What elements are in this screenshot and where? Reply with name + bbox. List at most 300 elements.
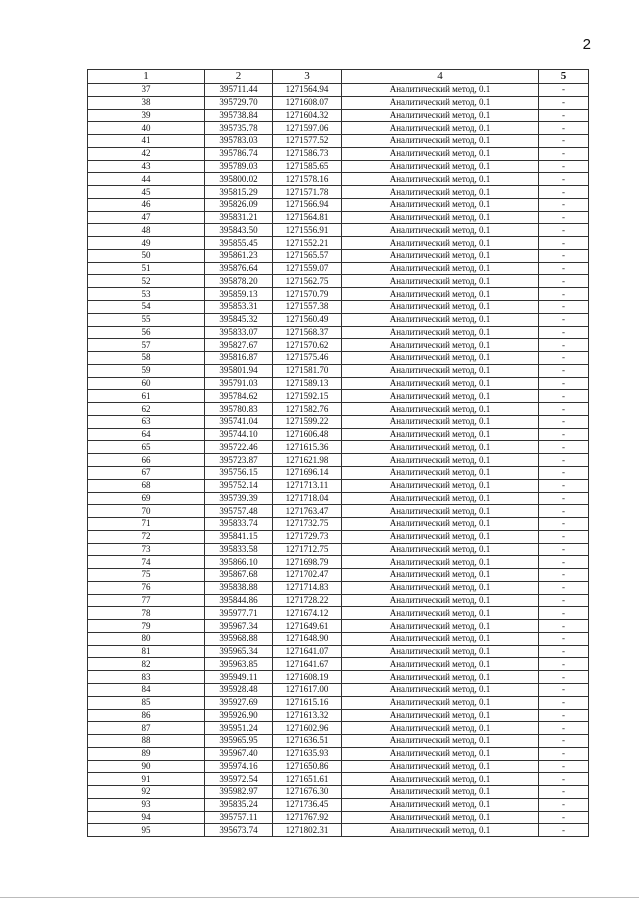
y-coordinate-cell: 1271696.14 bbox=[273, 466, 342, 479]
x-coordinate-cell: 395926.90 bbox=[205, 709, 273, 722]
y-coordinate-cell: 1271736.45 bbox=[273, 798, 342, 811]
table-header-row bbox=[88, 70, 589, 84]
y-coordinate-cell: 1271560.49 bbox=[273, 313, 342, 326]
method-cell: Аналитический метод, 0.1 bbox=[342, 96, 539, 109]
table-row bbox=[88, 786, 589, 799]
method-cell: Аналитический метод, 0.1 bbox=[342, 760, 539, 773]
x-coordinate-cell: 395744.10 bbox=[205, 428, 273, 441]
y-coordinate-cell: 1271586.73 bbox=[273, 147, 342, 160]
y-coordinate-cell: 1271729.73 bbox=[273, 530, 342, 543]
point-number-cell: 51 bbox=[88, 262, 205, 275]
table-row bbox=[88, 109, 589, 122]
method-cell: Аналитический метод, 0.1 bbox=[342, 709, 539, 722]
method-cell: Аналитический метод, 0.1 bbox=[342, 173, 539, 186]
method-cell: Аналитический метод, 0.1 bbox=[342, 160, 539, 173]
y-coordinate-cell: 1271641.07 bbox=[273, 645, 342, 658]
method-cell: Аналитический метод, 0.1 bbox=[342, 747, 539, 760]
y-coordinate-cell: 1271635.93 bbox=[273, 747, 342, 760]
method-cell: Аналитический метод, 0.1 bbox=[342, 135, 539, 148]
precision-cell: - bbox=[539, 709, 589, 722]
point-number-cell: 86 bbox=[88, 709, 205, 722]
table-row bbox=[88, 211, 589, 224]
table-row bbox=[88, 441, 589, 454]
table-row bbox=[88, 696, 589, 709]
table-row bbox=[88, 645, 589, 658]
x-coordinate-cell: 395789.03 bbox=[205, 160, 273, 173]
method-cell: Аналитический метод, 0.1 bbox=[342, 569, 539, 582]
y-coordinate-cell: 1271615.36 bbox=[273, 441, 342, 454]
precision-cell: - bbox=[539, 492, 589, 505]
precision-cell: - bbox=[539, 747, 589, 760]
method-cell: Аналитический метод, 0.1 bbox=[342, 773, 539, 786]
point-number-cell: 91 bbox=[88, 773, 205, 786]
point-number-cell: 67 bbox=[88, 466, 205, 479]
x-coordinate-cell: 395835.24 bbox=[205, 798, 273, 811]
point-number-cell: 61 bbox=[88, 390, 205, 403]
table-row bbox=[88, 671, 589, 684]
precision-cell: - bbox=[539, 339, 589, 352]
table-row bbox=[88, 275, 589, 288]
x-coordinate-cell: 395723.87 bbox=[205, 454, 273, 467]
method-cell: Аналитический метод, 0.1 bbox=[342, 186, 539, 199]
x-coordinate-cell: 395845.32 bbox=[205, 313, 273, 326]
table-row bbox=[88, 186, 589, 199]
precision-cell: - bbox=[539, 645, 589, 658]
point-number-cell: 45 bbox=[88, 186, 205, 199]
y-coordinate-cell: 1271566.94 bbox=[273, 198, 342, 211]
table-row bbox=[88, 262, 589, 275]
point-number-cell: 38 bbox=[88, 96, 205, 109]
point-number-cell: 80 bbox=[88, 632, 205, 645]
method-cell: Аналитический метод, 0.1 bbox=[342, 824, 539, 837]
table-row bbox=[88, 288, 589, 301]
method-cell: Аналитический метод, 0.1 bbox=[342, 288, 539, 301]
point-number-cell: 71 bbox=[88, 518, 205, 531]
point-number-cell: 84 bbox=[88, 683, 205, 696]
x-coordinate-cell: 395833.58 bbox=[205, 543, 273, 556]
table-row bbox=[88, 530, 589, 543]
x-coordinate-cell: 395867.68 bbox=[205, 569, 273, 582]
x-coordinate-cell: 395968.88 bbox=[205, 632, 273, 645]
precision-cell: - bbox=[539, 173, 589, 186]
point-number-cell: 79 bbox=[88, 620, 205, 633]
point-number-cell: 85 bbox=[88, 696, 205, 709]
y-coordinate-cell: 1271559.07 bbox=[273, 262, 342, 275]
precision-cell: - bbox=[539, 760, 589, 773]
point-number-cell: 66 bbox=[88, 454, 205, 467]
precision-cell: - bbox=[539, 722, 589, 735]
precision-cell: - bbox=[539, 415, 589, 428]
precision-cell: - bbox=[539, 96, 589, 109]
method-cell: Аналитический метод, 0.1 bbox=[342, 581, 539, 594]
point-number-cell: 90 bbox=[88, 760, 205, 773]
x-coordinate-cell: 395757.48 bbox=[205, 505, 273, 518]
x-coordinate-cell: 395800.02 bbox=[205, 173, 273, 186]
point-number-cell: 69 bbox=[88, 492, 205, 505]
table-row bbox=[88, 620, 589, 633]
precision-cell: - bbox=[539, 543, 589, 556]
method-cell: Аналитический метод, 0.1 bbox=[342, 249, 539, 262]
point-number-cell: 63 bbox=[88, 415, 205, 428]
y-coordinate-cell: 1271728.22 bbox=[273, 594, 342, 607]
table-row bbox=[88, 339, 589, 352]
precision-cell: - bbox=[539, 786, 589, 799]
point-number-cell: 75 bbox=[88, 569, 205, 582]
point-number-cell: 74 bbox=[88, 556, 205, 569]
table-row bbox=[88, 518, 589, 531]
method-cell: Аналитический метод, 0.1 bbox=[342, 645, 539, 658]
x-coordinate-cell: 395831.21 bbox=[205, 211, 273, 224]
precision-cell: - bbox=[539, 671, 589, 684]
point-number-cell: 37 bbox=[88, 84, 205, 97]
x-coordinate-cell: 395841.15 bbox=[205, 530, 273, 543]
y-coordinate-cell: 1271599.22 bbox=[273, 415, 342, 428]
header-col-3: 3 bbox=[273, 70, 342, 84]
table-row bbox=[88, 543, 589, 556]
table-row bbox=[88, 403, 589, 416]
point-number-cell: 87 bbox=[88, 722, 205, 735]
x-coordinate-cell: 395965.34 bbox=[205, 645, 273, 658]
precision-cell: - bbox=[539, 735, 589, 748]
y-coordinate-cell: 1271557.38 bbox=[273, 301, 342, 314]
y-coordinate-cell: 1271718.04 bbox=[273, 492, 342, 505]
precision-cell: - bbox=[539, 696, 589, 709]
x-coordinate-cell: 395833.74 bbox=[205, 518, 273, 531]
x-coordinate-cell: 395844.86 bbox=[205, 594, 273, 607]
table-row bbox=[88, 581, 589, 594]
coordinates-table bbox=[87, 69, 589, 837]
table-row bbox=[88, 237, 589, 250]
table-row bbox=[88, 326, 589, 339]
method-cell: Аналитический метод, 0.1 bbox=[342, 326, 539, 339]
point-number-cell: 58 bbox=[88, 352, 205, 365]
x-coordinate-cell: 395974.16 bbox=[205, 760, 273, 773]
method-cell: Аналитический метод, 0.1 bbox=[342, 530, 539, 543]
precision-cell: - bbox=[539, 122, 589, 135]
precision-cell: - bbox=[539, 198, 589, 211]
point-number-cell: 70 bbox=[88, 505, 205, 518]
table-row bbox=[88, 147, 589, 160]
precision-cell: - bbox=[539, 377, 589, 390]
method-cell: Аналитический метод, 0.1 bbox=[342, 313, 539, 326]
x-coordinate-cell: 395756.15 bbox=[205, 466, 273, 479]
point-number-cell: 92 bbox=[88, 786, 205, 799]
table-row bbox=[88, 709, 589, 722]
precision-cell: - bbox=[539, 186, 589, 199]
y-coordinate-cell: 1271648.90 bbox=[273, 632, 342, 645]
precision-cell: - bbox=[539, 211, 589, 224]
method-cell: Аналитический метод, 0.1 bbox=[342, 466, 539, 479]
x-coordinate-cell: 395673.74 bbox=[205, 824, 273, 837]
precision-cell: - bbox=[539, 658, 589, 671]
x-coordinate-cell: 395876.64 bbox=[205, 262, 273, 275]
point-number-cell: 48 bbox=[88, 224, 205, 237]
table-body bbox=[88, 84, 589, 837]
table-row bbox=[88, 160, 589, 173]
precision-cell: - bbox=[539, 262, 589, 275]
y-coordinate-cell: 1271564.94 bbox=[273, 84, 342, 97]
y-coordinate-cell: 1271674.12 bbox=[273, 607, 342, 620]
x-coordinate-cell: 395843.50 bbox=[205, 224, 273, 237]
y-coordinate-cell: 1271649.61 bbox=[273, 620, 342, 633]
precision-cell: - bbox=[539, 84, 589, 97]
table-row bbox=[88, 798, 589, 811]
point-number-cell: 54 bbox=[88, 301, 205, 314]
x-coordinate-cell: 395826.09 bbox=[205, 198, 273, 211]
table-row bbox=[88, 735, 589, 748]
x-coordinate-cell: 395866.10 bbox=[205, 556, 273, 569]
y-coordinate-cell: 1271570.79 bbox=[273, 288, 342, 301]
precision-cell: - bbox=[539, 224, 589, 237]
method-cell: Аналитический метод, 0.1 bbox=[342, 620, 539, 633]
table-row bbox=[88, 352, 589, 365]
y-coordinate-cell: 1271613.32 bbox=[273, 709, 342, 722]
point-number-cell: 56 bbox=[88, 326, 205, 339]
header-col-4: 4 bbox=[342, 70, 539, 84]
table-row bbox=[88, 658, 589, 671]
method-cell: Аналитический метод, 0.1 bbox=[342, 262, 539, 275]
x-coordinate-cell: 395815.29 bbox=[205, 186, 273, 199]
method-cell: Аналитический метод, 0.1 bbox=[342, 671, 539, 684]
y-coordinate-cell: 1271641.67 bbox=[273, 658, 342, 671]
point-number-cell: 77 bbox=[88, 594, 205, 607]
method-cell: Аналитический метод, 0.1 bbox=[342, 403, 539, 416]
x-coordinate-cell: 395783.03 bbox=[205, 135, 273, 148]
method-cell: Аналитический метод, 0.1 bbox=[342, 198, 539, 211]
point-number-cell: 41 bbox=[88, 135, 205, 148]
table-row bbox=[88, 224, 589, 237]
y-coordinate-cell: 1271562.75 bbox=[273, 275, 342, 288]
x-coordinate-cell: 395729.70 bbox=[205, 96, 273, 109]
y-coordinate-cell: 1271606.48 bbox=[273, 428, 342, 441]
x-coordinate-cell: 395816.87 bbox=[205, 352, 273, 365]
x-coordinate-cell: 395859.13 bbox=[205, 288, 273, 301]
y-coordinate-cell: 1271602.96 bbox=[273, 722, 342, 735]
precision-cell: - bbox=[539, 352, 589, 365]
x-coordinate-cell: 395741.04 bbox=[205, 415, 273, 428]
y-coordinate-cell: 1271763.47 bbox=[273, 505, 342, 518]
x-coordinate-cell: 395780.83 bbox=[205, 403, 273, 416]
y-coordinate-cell: 1271608.07 bbox=[273, 96, 342, 109]
x-coordinate-cell: 395752.14 bbox=[205, 479, 273, 492]
x-coordinate-cell: 395784.62 bbox=[205, 390, 273, 403]
point-number-cell: 65 bbox=[88, 441, 205, 454]
point-number-cell: 62 bbox=[88, 403, 205, 416]
precision-cell: - bbox=[539, 275, 589, 288]
precision-cell: - bbox=[539, 824, 589, 837]
y-coordinate-cell: 1271698.79 bbox=[273, 556, 342, 569]
method-cell: Аналитический метод, 0.1 bbox=[342, 390, 539, 403]
x-coordinate-cell: 395853.31 bbox=[205, 301, 273, 314]
precision-cell: - bbox=[539, 556, 589, 569]
precision-cell: - bbox=[539, 607, 589, 620]
y-coordinate-cell: 1271617.00 bbox=[273, 683, 342, 696]
y-coordinate-cell: 1271676.30 bbox=[273, 786, 342, 799]
method-cell: Аналитический метод, 0.1 bbox=[342, 352, 539, 365]
y-coordinate-cell: 1271571.78 bbox=[273, 186, 342, 199]
y-coordinate-cell: 1271564.81 bbox=[273, 211, 342, 224]
precision-cell: - bbox=[539, 811, 589, 824]
table-row bbox=[88, 773, 589, 786]
precision-cell: - bbox=[539, 479, 589, 492]
y-coordinate-cell: 1271577.52 bbox=[273, 135, 342, 148]
y-coordinate-cell: 1271604.32 bbox=[273, 109, 342, 122]
point-number-cell: 43 bbox=[88, 160, 205, 173]
scan-edge-line bbox=[0, 897, 639, 898]
x-coordinate-cell: 395949.11 bbox=[205, 671, 273, 684]
point-number-cell: 68 bbox=[88, 479, 205, 492]
table-row bbox=[88, 556, 589, 569]
precision-cell: - bbox=[539, 147, 589, 160]
method-cell: Аналитический метод, 0.1 bbox=[342, 786, 539, 799]
method-cell: Аналитический метод, 0.1 bbox=[342, 428, 539, 441]
method-cell: Аналитический метод, 0.1 bbox=[342, 275, 539, 288]
x-coordinate-cell: 395722.46 bbox=[205, 441, 273, 454]
y-coordinate-cell: 1271585.65 bbox=[273, 160, 342, 173]
precision-cell: - bbox=[539, 364, 589, 377]
table-row bbox=[88, 683, 589, 696]
precision-cell: - bbox=[539, 301, 589, 314]
method-cell: Аналитический метод, 0.1 bbox=[342, 607, 539, 620]
y-coordinate-cell: 1271650.86 bbox=[273, 760, 342, 773]
point-number-cell: 55 bbox=[88, 313, 205, 326]
table-row bbox=[88, 454, 589, 467]
point-number-cell: 42 bbox=[88, 147, 205, 160]
point-number-cell: 46 bbox=[88, 198, 205, 211]
method-cell: Аналитический метод, 0.1 bbox=[342, 492, 539, 505]
table-row bbox=[88, 390, 589, 403]
method-cell: Аналитический метод, 0.1 bbox=[342, 84, 539, 97]
y-coordinate-cell: 1271702.47 bbox=[273, 569, 342, 582]
x-coordinate-cell: 395739.39 bbox=[205, 492, 273, 505]
y-coordinate-cell: 1271578.16 bbox=[273, 173, 342, 186]
point-number-cell: 81 bbox=[88, 645, 205, 658]
point-number-cell: 49 bbox=[88, 237, 205, 250]
header-col-2: 2 bbox=[205, 70, 273, 84]
point-number-cell: 73 bbox=[88, 543, 205, 556]
precision-cell: - bbox=[539, 249, 589, 262]
method-cell: Аналитический метод, 0.1 bbox=[342, 543, 539, 556]
method-cell: Аналитический метод, 0.1 bbox=[342, 683, 539, 696]
point-number-cell: 72 bbox=[88, 530, 205, 543]
x-coordinate-cell: 395735.78 bbox=[205, 122, 273, 135]
y-coordinate-cell: 1271589.13 bbox=[273, 377, 342, 390]
method-cell: Аналитический метод, 0.1 bbox=[342, 479, 539, 492]
y-coordinate-cell: 1271556.91 bbox=[273, 224, 342, 237]
x-coordinate-cell: 395982.97 bbox=[205, 786, 273, 799]
page-number: 2 bbox=[582, 36, 591, 53]
point-number-cell: 39 bbox=[88, 109, 205, 122]
method-cell: Аналитический метод, 0.1 bbox=[342, 594, 539, 607]
header-col-1: 1 bbox=[88, 70, 205, 84]
x-coordinate-cell: 395801.94 bbox=[205, 364, 273, 377]
x-coordinate-cell: 395951.24 bbox=[205, 722, 273, 735]
table-row bbox=[88, 492, 589, 505]
method-cell: Аналитический метод, 0.1 bbox=[342, 122, 539, 135]
precision-cell: - bbox=[539, 798, 589, 811]
x-coordinate-cell: 395972.54 bbox=[205, 773, 273, 786]
y-coordinate-cell: 1271713.11 bbox=[273, 479, 342, 492]
table-row bbox=[88, 594, 589, 607]
precision-cell: - bbox=[539, 773, 589, 786]
y-coordinate-cell: 1271552.21 bbox=[273, 237, 342, 250]
method-cell: Аналитический метод, 0.1 bbox=[342, 301, 539, 314]
point-number-cell: 52 bbox=[88, 275, 205, 288]
precision-cell: - bbox=[539, 683, 589, 696]
precision-cell: - bbox=[539, 518, 589, 531]
table-row bbox=[88, 173, 589, 186]
method-cell: Аналитический метод, 0.1 bbox=[342, 109, 539, 122]
x-coordinate-cell: 395833.07 bbox=[205, 326, 273, 339]
precision-cell: - bbox=[539, 530, 589, 543]
table-row bbox=[88, 747, 589, 760]
point-number-cell: 89 bbox=[88, 747, 205, 760]
precision-cell: - bbox=[539, 505, 589, 518]
table-row bbox=[88, 632, 589, 645]
y-coordinate-cell: 1271712.75 bbox=[273, 543, 342, 556]
x-coordinate-cell: 395786.74 bbox=[205, 147, 273, 160]
point-number-cell: 60 bbox=[88, 377, 205, 390]
point-number-cell: 82 bbox=[88, 658, 205, 671]
x-coordinate-cell: 395967.34 bbox=[205, 620, 273, 633]
x-coordinate-cell: 395838.88 bbox=[205, 581, 273, 594]
precision-cell: - bbox=[539, 109, 589, 122]
table-row bbox=[88, 122, 589, 135]
precision-cell: - bbox=[539, 620, 589, 633]
y-coordinate-cell: 1271615.16 bbox=[273, 696, 342, 709]
method-cell: Аналитический метод, 0.1 bbox=[342, 454, 539, 467]
method-cell: Аналитический метод, 0.1 bbox=[342, 798, 539, 811]
point-number-cell: 64 bbox=[88, 428, 205, 441]
method-cell: Аналитический метод, 0.1 bbox=[342, 735, 539, 748]
precision-cell: - bbox=[539, 428, 589, 441]
method-cell: Аналитический метод, 0.1 bbox=[342, 339, 539, 352]
method-cell: Аналитический метод, 0.1 bbox=[342, 632, 539, 645]
method-cell: Аналитический метод, 0.1 bbox=[342, 722, 539, 735]
point-number-cell: 83 bbox=[88, 671, 205, 684]
method-cell: Аналитический метод, 0.1 bbox=[342, 377, 539, 390]
table-row bbox=[88, 824, 589, 837]
table-row bbox=[88, 96, 589, 109]
method-cell: Аналитический метод, 0.1 bbox=[342, 147, 539, 160]
point-number-cell: 40 bbox=[88, 122, 205, 135]
header-col-5: 5 bbox=[539, 70, 589, 84]
y-coordinate-cell: 1271767.92 bbox=[273, 811, 342, 824]
x-coordinate-cell: 395711.44 bbox=[205, 84, 273, 97]
y-coordinate-cell: 1271636.51 bbox=[273, 735, 342, 748]
x-coordinate-cell: 395928.48 bbox=[205, 683, 273, 696]
x-coordinate-cell: 395977.71 bbox=[205, 607, 273, 620]
point-number-cell: 44 bbox=[88, 173, 205, 186]
precision-cell: - bbox=[539, 288, 589, 301]
method-cell: Аналитический метод, 0.1 bbox=[342, 364, 539, 377]
method-cell: Аналитический метод, 0.1 bbox=[342, 224, 539, 237]
y-coordinate-cell: 1271714.83 bbox=[273, 581, 342, 594]
x-coordinate-cell: 395878.20 bbox=[205, 275, 273, 288]
x-coordinate-cell: 395757.11 bbox=[205, 811, 273, 824]
method-cell: Аналитический метод, 0.1 bbox=[342, 696, 539, 709]
y-coordinate-cell: 1271565.57 bbox=[273, 249, 342, 262]
table-row bbox=[88, 249, 589, 262]
y-coordinate-cell: 1271592.15 bbox=[273, 390, 342, 403]
point-number-cell: 47 bbox=[88, 211, 205, 224]
table-row bbox=[88, 84, 589, 97]
precision-cell: - bbox=[539, 632, 589, 645]
x-coordinate-cell: 395855.45 bbox=[205, 237, 273, 250]
table-row bbox=[88, 377, 589, 390]
y-coordinate-cell: 1271608.19 bbox=[273, 671, 342, 684]
table-row bbox=[88, 569, 589, 582]
